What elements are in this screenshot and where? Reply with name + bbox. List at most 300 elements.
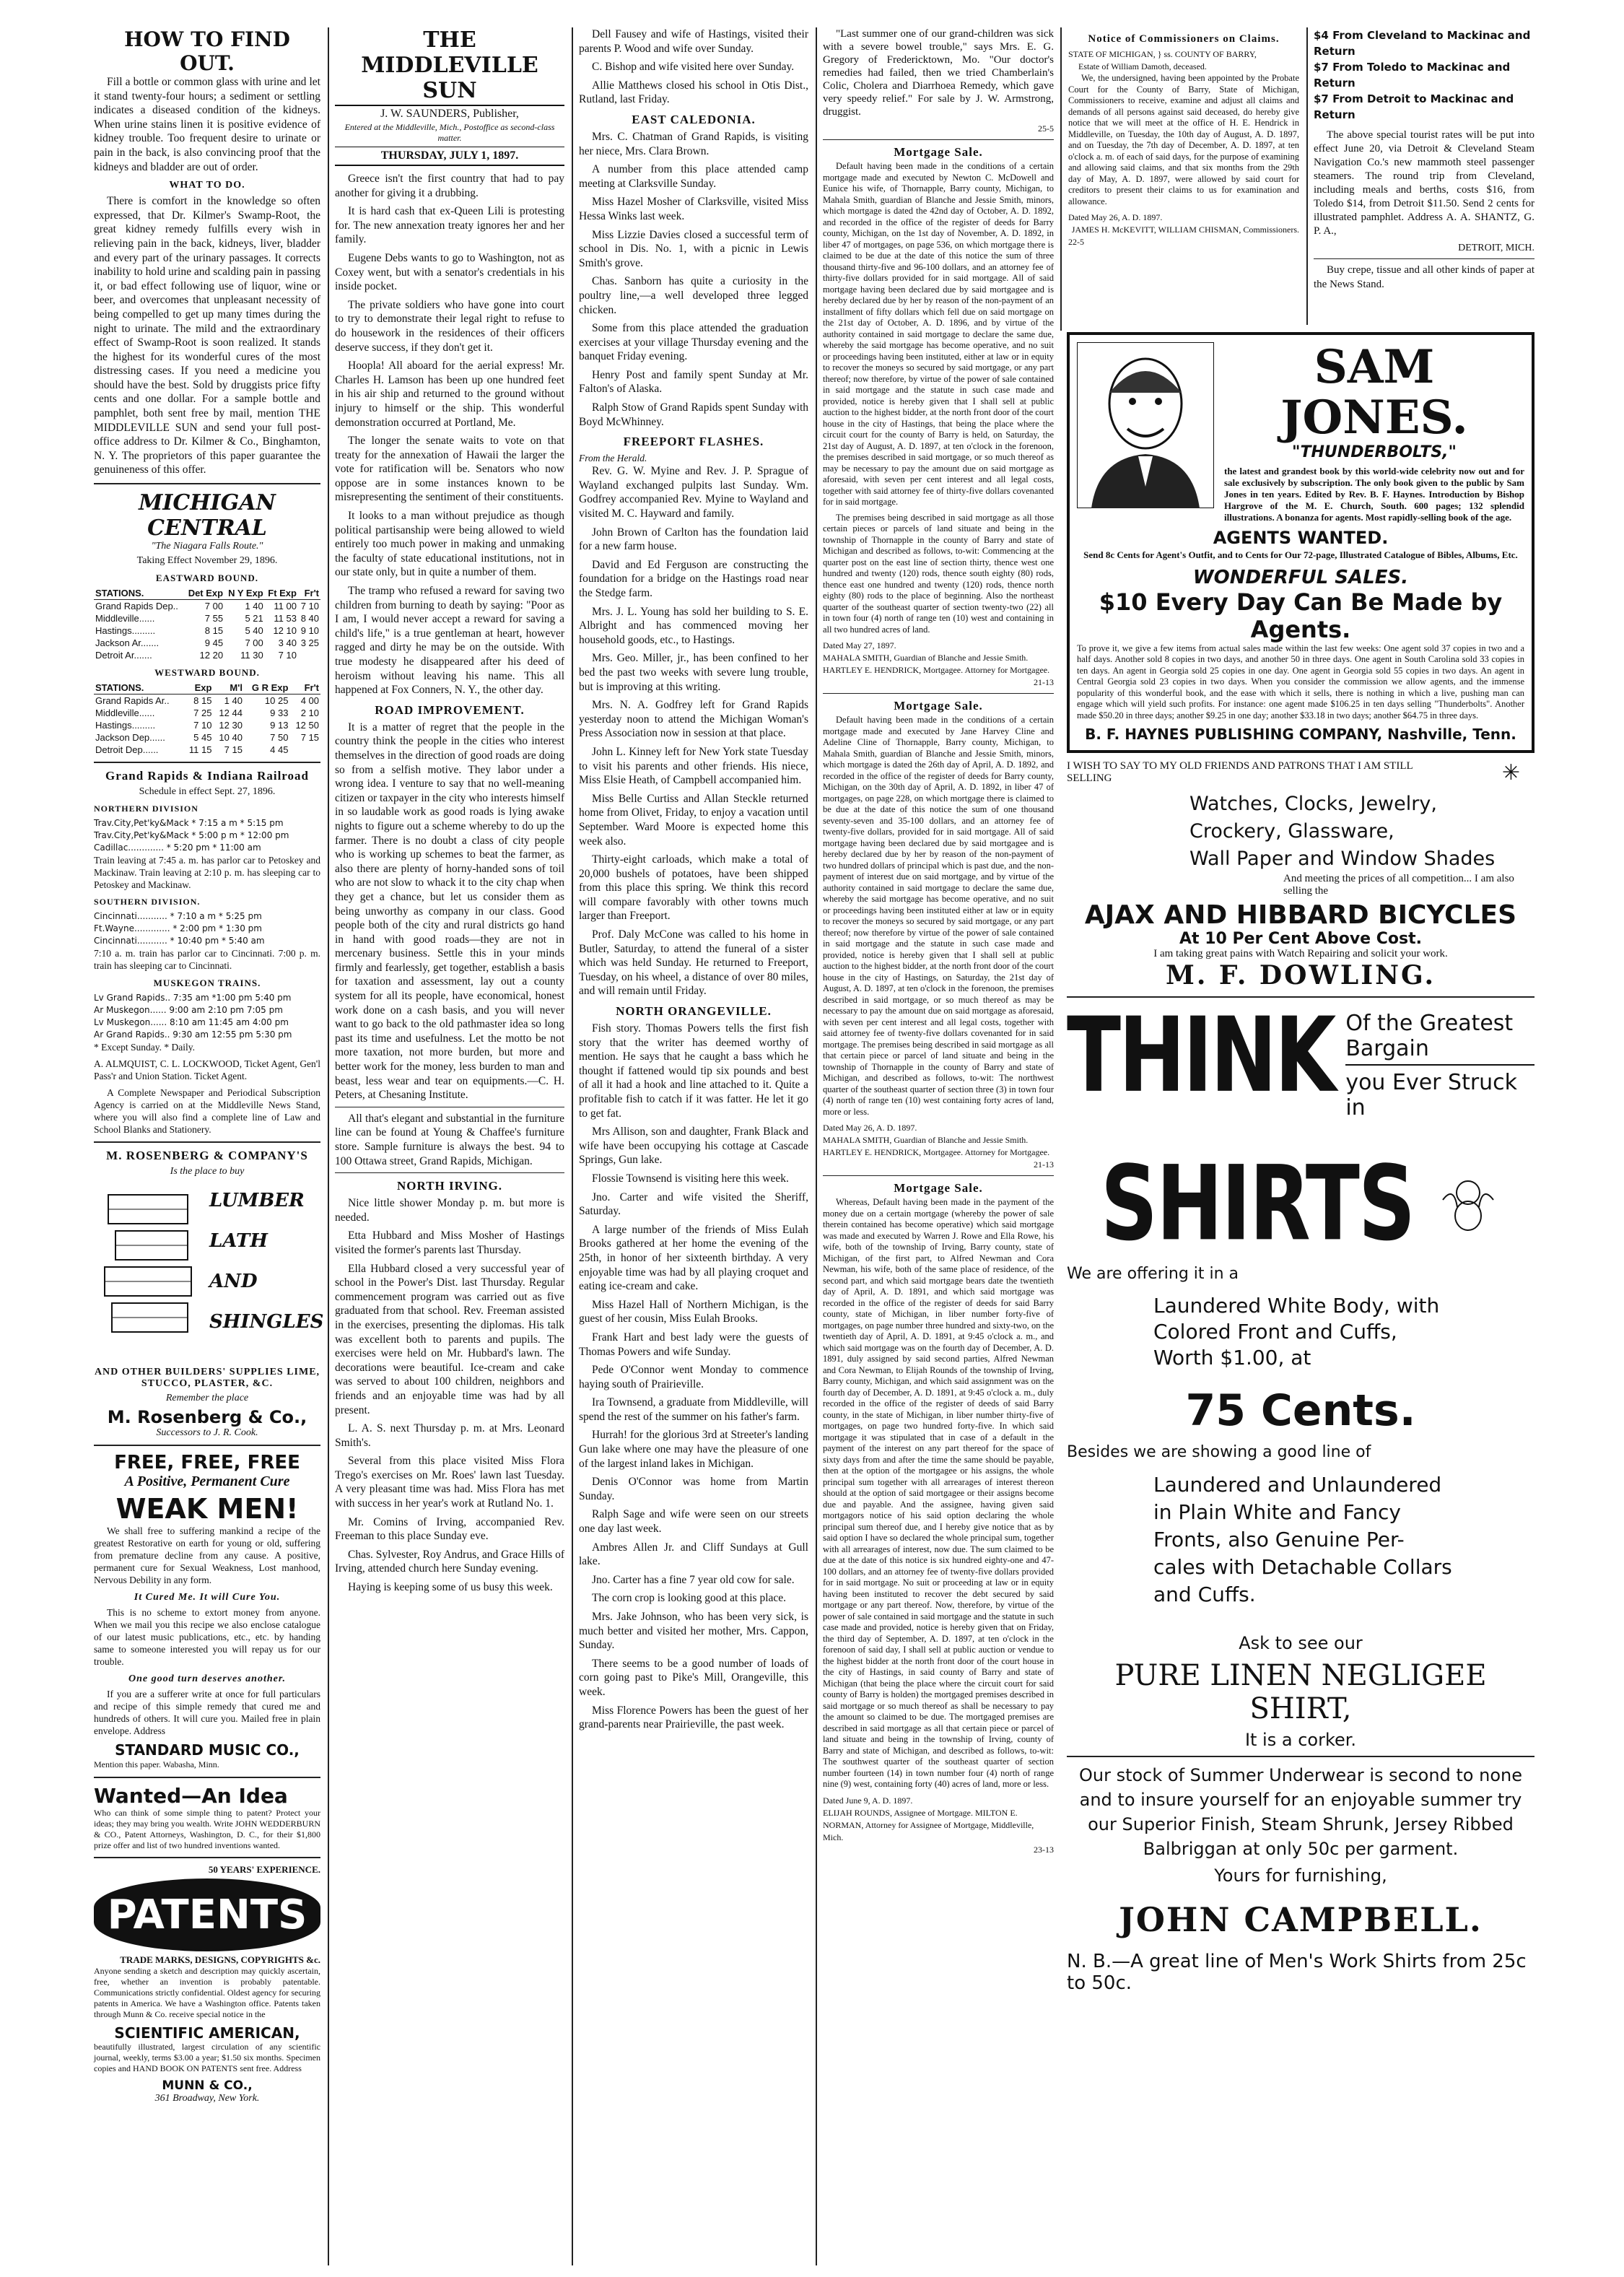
howto-paragraph: There is comfort in the knowledge so often expressed, that Dr. Kilmer's Swamp-Root, the great kidney remedy fulfills every wish in relieving pain in the back, kidneys, liver, bladder and every part of the urinary passages. It corrects inability to hold urine and scalding pain in passing it, or bad effect following use of liquor, wine or beer, and overcomes that unpleasant necessity of being compelled to get up many times during the night to urinate. The mild and the extraordinary effect of Swamp-Root is soon realized. It stands the highest for its wonderful cures of the most distressing cases. If you need a medicine you should have the best. Sold by druggists price fifty cents and one dollar. For a sample bottle and pamphlet, both sent free by mail, mention THE MIDDLEVILLE SUN and send your full post-office address to Dr. Kilmer & Co., Binghamton, N. Y. The proprietors of this paper guarantee the genuineness of this offer. bbox=[94, 195, 320, 476]
gri-south-head: SOUTHERN DIVISION. bbox=[94, 897, 201, 907]
gri-title: Grand Rapids & Indiana Railroad bbox=[105, 769, 309, 783]
weak-men-paragraph: We shall free to suffering mankind a recipe of the greatest Restorative on earth for young or old, suffering from premature decline from any cause. A positive, permanent cure for Sexual Weakness, Lost manhood, Nervous Debility in any form. bbox=[94, 1525, 320, 1586]
table-cell: 8 15 bbox=[193, 695, 212, 707]
think-headline: THINK bbox=[1067, 995, 1335, 1115]
table-cell: 4 00 bbox=[300, 695, 319, 707]
masthead: THE MIDDLEVILLE SUN bbox=[335, 27, 564, 106]
table-cell: 5 40 bbox=[245, 625, 263, 637]
news-paragraph: Denis O'Connor was home from Martin Sunday. bbox=[579, 1476, 808, 1502]
table-row bbox=[94, 600, 320, 613]
product-word: SHINGLES bbox=[209, 1311, 324, 1333]
schedule-line: Cadillac............. * 5:20 pm * 11:00 am bbox=[94, 843, 261, 853]
column-rule bbox=[1306, 27, 1308, 325]
muskegon-note: * Except Sunday. * Daily. bbox=[94, 1042, 195, 1053]
table-cell: 3 25 bbox=[300, 637, 319, 649]
mortgage-sale-title: Mortgage Sale. bbox=[894, 145, 983, 159]
table-cell: Jackson Ar....... bbox=[95, 637, 160, 649]
table-cell: Detroit Ar....... bbox=[95, 650, 152, 661]
haynes-publisher: B. F. HAYNES PUBLISHING COMPANY, Nashville, Tenn. bbox=[1085, 726, 1516, 744]
cherub-icon bbox=[1436, 1171, 1501, 1236]
ticket-agents: A. ALMQUIST, C. L. LOCKWOOD, Ticket Agent, Gen'l Pass'r and Union Station. Ticket Agent. bbox=[94, 1058, 320, 1082]
news-paragraph: David and Ed Ferguson are constructing the foundation for a bridge on the Hastings road near the Stedge farm. bbox=[579, 558, 808, 599]
weak-men-paragraph: If you are a sufferer write at once for full particulars and recipe of this simple remedy that cured me and hundreds of others. It will cure you. Mailed free in plain envelope. Address bbox=[94, 1689, 320, 1737]
timetable-header-cell: Ft Exp bbox=[265, 587, 298, 600]
greatest-bargain: Of the Greatest Bargain bbox=[1345, 1011, 1534, 1066]
mortgage-sale-title: Mortgage Sale. bbox=[894, 699, 983, 713]
table-cell: 7 25 bbox=[193, 708, 212, 719]
product-word: LATH bbox=[209, 1230, 268, 1253]
news-paragraph: There seems to be a good number of loads of corn going past to Pike's Mill, Orangeville, this week. bbox=[579, 1657, 808, 1698]
freeport-paragraphs bbox=[579, 464, 808, 998]
trade-marks: TRADE MARKS, DESIGNS, COPYRIGHTS &c. bbox=[120, 1954, 320, 1966]
table-cell: Grand Rapids Dep.. bbox=[95, 601, 178, 612]
road-improvement-paragraph: It is a matter of regret that the people in the country think the people in the cities who interest themselves in the direction of good roads are doing so from a selfish motive. They labor under a wrong idea. I venture to say that no well-meaning citizen or taxpayer in the city who interests himself in so laudable work as good roads is lying awake nights to figure out a scheme whereby to do up the farmer. There is no doubt a class of city people who is working up schemes to beat the farmer, as also there are plenty of horny-handed sons of toil who are not slow to whack it to the city chap when they get a chance, but let us consider them as being unworthy as company in our class. Good people both of the city and rural districts go hand in hand with good roads—they are not in mercenary business. Settle this in your minds firmly and fearlessly, get together, establish a basis for taxation and assessment, lay out a county system for all its people, have economical, honest work done on a cash basis, and you will never want to go back to the old pathmaster idea so long past its time and usefulness. Let the motto be not more taxation, not more burden, but more and better work for the money, less burden to man and beast, less wear and tear on equipments.—C. H. Peters, at Chesaning Institute. bbox=[335, 720, 564, 1102]
corker-line: It is a corker. bbox=[1244, 1730, 1357, 1751]
shirt-line bbox=[1153, 1471, 1534, 1608]
news-paragraph: Jno. Carter and wife visited the Sheriff, Saturday. bbox=[579, 1190, 808, 1218]
news-paragraph: Henry Post and family spent Sunday at Mr. Falton's of Alaska. bbox=[579, 368, 808, 396]
news-paragraph: Mrs Allison, son and daughter, Frank Black and wife have been occupying his cottage at Cascade Springs, Gun lake. bbox=[579, 1126, 808, 1167]
table-cell: 7 10 bbox=[193, 720, 212, 731]
table-cell: 9 33 bbox=[270, 708, 289, 719]
scientific-american: SCIENTIFIC AMERICAN, bbox=[114, 2024, 300, 2042]
table-cell: 12 44 bbox=[219, 708, 243, 719]
product-line: cales with Detachable Collars bbox=[1153, 1555, 1452, 1580]
table-cell: 12 30 bbox=[219, 720, 243, 731]
column-3 bbox=[575, 27, 813, 2265]
table-cell: Hastings......... bbox=[95, 625, 156, 637]
news-paragraph: Mrs. Geo. Miller, jr., has been confined to her bed the past two weeks with severe lung trouble, but is improving at this writing. bbox=[579, 652, 808, 693]
ads-area bbox=[1062, 329, 1539, 2271]
schedule-line: Lv Muskegon...... 8:10 am 11:45 am 4:00 pm bbox=[94, 1017, 289, 1028]
news-paragraph: Ambres Allen Jr. and Cliff Sundays at Gull lake. bbox=[579, 1541, 808, 1568]
muskegon-rows bbox=[94, 992, 320, 1041]
howto-paragraph: Fill a bottle or common glass with urine and let it stand twenty-four hours; a sediment or settling indicates a diseased condition of the kidneys. When urine stains linen it is positive evidence of kidney trouble. Too frequent desire to urinate or pain in the back, is also convincing proof that the kidneys and bladder are out of order. bbox=[94, 76, 320, 173]
column-5-top bbox=[1064, 27, 1304, 325]
table-cell: Middleville...... bbox=[95, 708, 155, 719]
mortgage-sale-title: Mortgage Sale. bbox=[894, 1181, 983, 1195]
divider bbox=[823, 693, 1054, 694]
table-cell: 2 10 bbox=[300, 708, 319, 719]
table-row bbox=[94, 695, 320, 708]
news-paragraph: Mr. Comins of Irving, accompanied Rev. Freeman to this place Sunday eve. bbox=[335, 1515, 564, 1543]
north-orangeville-paragraphs bbox=[579, 1022, 808, 1732]
schedule-line: Lv Grand Rapids.. 7:35 am *1:00 pm 5:40 pm bbox=[94, 993, 292, 1003]
table-cell: 7 15 bbox=[300, 732, 319, 744]
column-6-top bbox=[1309, 27, 1539, 325]
timetable-header-cell: STATIONS. bbox=[94, 682, 183, 695]
eastward-head: EASTWARD BOUND. bbox=[155, 572, 259, 584]
rosenberg-successors: Successors to J. R. Cook. bbox=[156, 1427, 258, 1439]
news-paragraph: Greece isn't the first country that had to pay another for giving it a drubbing. bbox=[335, 173, 564, 199]
gri-north-rows bbox=[94, 817, 320, 854]
table-cell: 7 55 bbox=[204, 613, 224, 624]
commissioners-title: Notice of Commissioners on Claims. bbox=[1088, 33, 1280, 45]
table-cell: 11 15 bbox=[188, 744, 212, 756]
table-cell: 1 40 bbox=[224, 695, 243, 707]
testimonial: "Last summer one of our grand-children was sick with a severe bowel trouble," says Mrs. E. G. Gregory of Fredericktown, Mo. "Our doctor's remedies had failed, then we tried Chamberlain's Colic, Cholera and Diarrhoea Remedy, which gave very speedy relief." For sale by J. W. Armstrong, druggist. bbox=[823, 28, 1054, 118]
news-paragraph: A large number of the friends of Miss Eulah Brooks gathered at her home the evening of the 25th, in honor of her sixteenth birthday. A very enjoyable time was had by all playing croquet and eating ice-cream and cake. bbox=[579, 1223, 808, 1293]
news-paragraph: Chas. Sanborn has quite a curiosity in the poultry line,—a well developed three legged chicken. bbox=[579, 275, 808, 316]
dowling-name: M. F. DOWLING. bbox=[1166, 960, 1436, 991]
patents-paragraph: Anyone sending a sketch and description may quickly ascertain, free, whether an invention is probably patentable. Communications strictly confidential. Oldest agency for securing patents in America. We have a Washington office. Patents taken through Munn & Co. receive special notice in the bbox=[94, 1966, 320, 2020]
fare-paragraph: The above special tourist rates will be put into effect June 20, via Detroit & Cleveland Steam Navigation Co.'s new mammoth steel passenger steamers. The round trip from Cleveland, including meals and berths, costs $16, from Toledo $14, from Detroit $11.50. Send 2 cents for illustrated pamphlet. Address A. A. SHANTZ, G. P. A., bbox=[1314, 129, 1534, 237]
mortgage-sale-number: 21-13 bbox=[1034, 1159, 1054, 1170]
news-paragraph: Ralph Sage and wife were seen on our streets one day last week. bbox=[579, 1508, 808, 1536]
news-paragraph: Dell Fausey and wife of Hastings, visited their parents P. Wood and wife over Sunday. bbox=[579, 28, 808, 55]
news-stand-notice: A Complete Newspaper and Periodical Subscription Agency is carried on at the Middleville News Stand, where you will also find a complete line of Law and School Blanks and Stationery. bbox=[94, 1087, 320, 1136]
news-paragraph: Miss Hazel Mosher of Clarksville, visited Miss Hessa Winks last week. bbox=[579, 196, 808, 222]
eastward-timetable bbox=[94, 587, 320, 661]
commissioners-estate: Estate of William Damoth, deceased. bbox=[1078, 61, 1207, 71]
news-paragraph: Miss Belle Curtiss and Allan Steckle returned home from Olivet, Friday, to enjoy a vacation until September. Ward Moore is expected home this week also. bbox=[579, 792, 808, 848]
rosenberg-remember: Remember the place bbox=[165, 1393, 249, 1404]
timetable-header-cell: N Y Exp bbox=[224, 587, 265, 600]
product-line: Fronts, also Genuine Per- bbox=[1153, 1528, 1405, 1552]
patents-badge bbox=[94, 1878, 320, 1951]
entered-notice: Entered at the Middleville, Mich., Postoffice as second-class matter. bbox=[344, 122, 555, 143]
divider bbox=[94, 762, 320, 763]
table-cell: 7 15 bbox=[224, 744, 243, 756]
divider bbox=[94, 483, 320, 484]
mortgage-sale-date: Dated May 27, 1897. bbox=[823, 640, 896, 650]
agents-wanted: AGENTS WANTED. bbox=[1213, 528, 1389, 548]
news-paragraph: Some from this place attended the graduation exercises at your village Thursday evening and the banquet Friday evening. bbox=[579, 322, 808, 363]
weak-men-paragraph: This is no scheme to extort money from anyone. When we mail you this recipe we also enclose catalogue of our latest music publications, etc., etc. by handing same to someone interested you will repay us for our trouble. bbox=[94, 1607, 320, 1668]
table-cell: 5 21 bbox=[245, 613, 263, 624]
westward-timetable bbox=[94, 682, 320, 756]
news-paragraph: Mrs. J. L. Young has sold her building to S. E. Albright and has commenced moving her household goods, etc., to Hastings. bbox=[579, 605, 808, 646]
table-cell: Detroit Dep...... bbox=[95, 744, 159, 756]
laundered-body bbox=[1153, 1293, 1534, 1371]
furniture-notice: All that's elegant and substantial in the furniture line can be found at Young & Chaffee's furniture store. Sample furniture is always the best. 94 to 100 Ottawa street, Grand Rapids, Michigan. bbox=[335, 1112, 564, 1167]
rosenberg-title: M. ROSENBERG & COMPANY'S bbox=[106, 1149, 308, 1163]
divider bbox=[823, 1175, 1054, 1176]
ever-struck: you Ever Struck in bbox=[1345, 1070, 1518, 1121]
news-paragraph: It is hard cash that ex-Queen Lili is protesting for. The new annexation treaty ignores her and her family. bbox=[335, 205, 564, 246]
fare-line: $7 From Toledo to Mackinac and Return bbox=[1314, 61, 1511, 90]
scientific-paragraph: beautifully illustrated, largest circulation of any scientific journal, weekly, terms $3.00 a year; $1.50 six months. Specimen copies and HAND BOOK ON PATENTS sent free. Address bbox=[94, 2042, 320, 2074]
product-line: Laundered White Body, with bbox=[1153, 1294, 1440, 1318]
table-cell: 11 30 bbox=[240, 650, 263, 661]
cured-line: It Cured Me. It will Cure You. bbox=[134, 1592, 281, 1603]
portrait-icon bbox=[1077, 342, 1214, 508]
table-cell: 7 10 bbox=[300, 601, 319, 612]
column-4 bbox=[818, 27, 1058, 2265]
news-paragraph: Miss Hazel Hall of Northern Michigan, is the guest of her cousin, Miss Eulah Brooks. bbox=[579, 1298, 808, 1325]
schedule-line: Ft.Wayne............. * 2:00 pm * 1:30 pm bbox=[94, 923, 262, 934]
news-paragraph: Miss Florence Powers has been the guest of her grand-parents near Prairieville, the past week. bbox=[579, 1704, 808, 1731]
table-cell: Middleville...... bbox=[95, 613, 155, 624]
timetable-header-cell: M'l bbox=[213, 682, 244, 695]
dowling-products bbox=[1189, 791, 1534, 873]
weak-men-headline: WEAK MEN! bbox=[115, 1493, 299, 1525]
wanted-paragraph: Who can think of some simple thing to patent? Protect your ideas; they may bring you wealth. Write JOHN WEDDERBURN & CO., Patent Attorneys, Washington, D. C., for their $1,800 prize offer and list of two hundred inventions wanted. bbox=[94, 1808, 320, 1851]
timetable-header-cell: Fr't bbox=[298, 587, 320, 600]
dowling-ad bbox=[1067, 760, 1534, 991]
news-paragraph: Fish story. Thomas Powers tells the first fish story that the writer has deemed worthy of mention. He says that he caught a bass which he thought if fattened would tip six pounds and best of all it had a hook and line attached to it. Quite a profitable fish to catch if it was fatter. He let it go to get fat. bbox=[579, 1022, 808, 1120]
news-paragraph: The corn crop is looking good at this place. bbox=[592, 1592, 787, 1605]
table-row bbox=[94, 744, 320, 756]
news-paragraph: Ira Townsend, a graduate from Middleville, will spend the rest of the summer on his father's farm. bbox=[579, 1396, 808, 1423]
standard-music: STANDARD MUSIC CO., bbox=[115, 1741, 300, 1759]
news-paragraph: Several from this place visited Miss Flora Trego's exercises on Mr. Roes' lawn last Tuesday. A very pleasant time was had. Miss Flora has met with success in her year's work at Rutland No. 1. bbox=[335, 1455, 564, 1510]
schedule-line: Cincinnati........... * 7:10 a m * 5:25 pm bbox=[94, 911, 262, 922]
rosenberg-illustration bbox=[94, 1180, 324, 1361]
divider bbox=[335, 1172, 564, 1173]
news-paragraph: Thirty-eight carloads, which make a total of 20,000 bushels of potatoes, have been shipped from this place this spring. We think this record will compare favorably with other towns much larger than Freeport. bbox=[579, 853, 808, 923]
news-paragraph: Flossie Townsend is visiting here this week. bbox=[592, 1172, 789, 1185]
fare-line: $7 From Detroit to Mackinac and Return bbox=[1314, 92, 1514, 121]
news-paragraph: Etta Hubbard and Miss Mosher of Hastings visited the former's parents last Thursday. bbox=[335, 1229, 564, 1256]
michigan-central-effect: Taking Effect November 29, 1896. bbox=[136, 555, 278, 567]
wanted-headline: Wanted—An Idea bbox=[94, 1784, 288, 1808]
news-paragraph: Miss Lizzie Davies closed a successful term of school in Dis. No. 1, with a picnic in Lewis Smith's grove. bbox=[579, 228, 808, 269]
table-cell: 12 10 bbox=[273, 625, 297, 637]
table-cell: 3 40 bbox=[278, 637, 297, 649]
news-paragraph: It looks to a man without prejudice as though political partisanship were being allowed to wield entirely too much power in making and unmaking the faculty of state educational institutions, not in our state only, but in quite a number of them. bbox=[335, 510, 564, 579]
table-cell: 7 10 bbox=[278, 650, 297, 661]
column-1 bbox=[90, 27, 325, 2265]
news-paragraph: C. Bishop and wife visited here over Sunday. bbox=[592, 61, 795, 74]
product-line: Crockery, Glassware, bbox=[1189, 820, 1394, 843]
mortgage-sale-number: 21-13 bbox=[1034, 677, 1054, 687]
commissioners-state: STATE OF MICHIGAN, } ss. COUNTY OF BARRY, bbox=[1068, 49, 1257, 59]
issue-date: THURSDAY, JULY 1, 1897. bbox=[335, 147, 564, 166]
rosenberg-place: Is the place to buy bbox=[170, 1166, 245, 1177]
table-cell: Jackson Dep...... bbox=[95, 732, 165, 744]
product-line: Wall Paper and Window Shades bbox=[1189, 848, 1496, 871]
positive-cure: A Positive, Permanent Cure bbox=[124, 1473, 290, 1490]
column-rule bbox=[816, 27, 817, 2265]
schedule-line: Cincinnati........... * 10:40 pm * 5:40 am bbox=[94, 936, 265, 946]
timetable-header-cell: Det Exp bbox=[185, 587, 224, 600]
product-line: Watches, Clocks, Jewelry, bbox=[1189, 793, 1437, 816]
product-line: in Plain White and Fancy bbox=[1153, 1500, 1401, 1525]
gri-schedule: Schedule in effect Sept. 27, 1896. bbox=[139, 786, 276, 798]
testimonial-number: 25-5 bbox=[1038, 123, 1054, 134]
schedule-line: Ar Muskegon...... 9:00 am 2:10 pm 7:05 pm bbox=[94, 1005, 283, 1016]
product-line: Laundered and Unlaundered bbox=[1153, 1473, 1442, 1497]
table-cell: Hastings......... bbox=[95, 720, 156, 731]
mortgage-sale-date: Dated May 26, A. D. 1897. bbox=[823, 1123, 917, 1133]
table-cell: 12 50 bbox=[295, 720, 319, 731]
news-paragraph: L. A. S. next Thursday p. m. at Mrs. Leonard Smith's. bbox=[335, 1422, 564, 1449]
rosenberg-other: AND OTHER BUILDERS' SUPPLIES LIME, STUCCO, PLASTER, &C. bbox=[94, 1367, 320, 1390]
timetable-header-cell: Exp bbox=[183, 682, 213, 695]
table-cell: 9 13 bbox=[270, 720, 289, 731]
dowling-wish: I WISH TO SAY TO MY OLD FRIENDS AND PATRONS THAT I AM STILL SELLING bbox=[1067, 760, 1413, 785]
news-paragraph: John L. Kinney left for New York state Tuesday to visit his parents and other friends. His niece, Miss Elsie Heath, of Campbell accompanied him. bbox=[579, 745, 808, 787]
news-paragraph: Nice little shower Monday p. m. but more is needed. bbox=[335, 1197, 564, 1224]
freeport-title: FREEPORT FLASHES. bbox=[623, 435, 764, 449]
watch-repairing: I am taking great pains with Watch Repairing and solicit your work. bbox=[1153, 948, 1448, 960]
news-paragraphs bbox=[579, 27, 808, 107]
table-cell: Grand Rapids Ar.. bbox=[95, 695, 170, 707]
standard-music-address: Mention this paper. Wabasha, Minn. bbox=[94, 1759, 219, 1770]
offering-line: We are offering it in a bbox=[1067, 1265, 1239, 1284]
news-paragraph: Prof. Daly McCone was called to his home in Butler, Saturday, to attend the funeral of a sister which was held Sunday. He returned to Freeport, Tuesday, on his wheel, a distance of over 80 miles, and will remain until Friday. bbox=[579, 928, 808, 998]
timetable-header-cell: G R Exp bbox=[244, 682, 290, 695]
publisher: J. W. SAUNDERS, Publisher, bbox=[380, 108, 519, 120]
table-cell: 7 50 bbox=[270, 732, 289, 744]
yours-line: Yours for furnishing, bbox=[1214, 1865, 1387, 1886]
free-headline: FREE, FREE, FREE bbox=[114, 1452, 300, 1474]
table-cell: 1 40 bbox=[245, 601, 263, 612]
wonderful-sales: WONDERFUL SALES. bbox=[1192, 566, 1409, 588]
news-paragraph: Jno. Carter has a fine 7 year old cow for sale. bbox=[592, 1573, 795, 1586]
sam-jones-paragraph: the latest and grandest book by this world-wide celebrity now out and for sale exclusively by subscription. The only book given to the public by Sam Jones in ten years. Edited by Rev. B. F. Haynes. Introduction by Bishop Hargrove of the M. E. Church, South. 600 pages; 132 splendid illustrations. A bonanza for agents. Most rapidly-selling book of the age. bbox=[1224, 466, 1524, 523]
commissioners-text: We, the undersigned, having been appointed by the Probate Court for the County of Barry, State of Michigan, Commissioners to receive, examine and adjust all claims and demands of all persons against said deceased, do hereby give notice that we will meet at the office of H. E. Hendrick in Middleville, on Tuesday, the 10th day of August, A. D. 1897, and on Tuesday, the 7th day of December, A. D. 1897, at ten o'clock a. m. of each of said days, for the purpose of examining and allowing said claims, and that six months from the 29th day of May, A. D. 1897, were allowed by said court for creditors to present their claims to us for examination and allowance. bbox=[1068, 73, 1299, 206]
news-paragraph: Eugene Debs wants to go to Washington, not as Coxey went, but with a senator's credentials in his inside pocket. bbox=[335, 251, 564, 293]
shirts-headline: SHIRTS bbox=[1100, 1143, 1415, 1264]
freeport-source: From the Herald. bbox=[579, 453, 647, 464]
schedule-line: Trav.City,Pet'ky&Mack * 7:15 a m * 5:15 pm bbox=[94, 818, 284, 829]
news-paragraph: Mrs. C. Chatman of Grand Rapids, is visiting her niece, Mrs. Clara Brown. bbox=[579, 130, 808, 157]
product-line: Worth $1.00, at bbox=[1153, 1346, 1311, 1370]
mortgage-sale-text: Default having been made in the conditions of a certain mortgage made and executed by Jane Harvey Cline and Adeline Cline of Thornapple, Barry county, Michigan, to Mahala Smith, guardian of Blanche and Jessie Smith, minors, which mortgage is dated the 26th day of April, A. D. 1892, and recorded in the office of the register of deeds for Barry county, Michigan, on the 30th day of April, A. D. 1892, in liber 47 of mortgages, on page 228, on which mortgage there is claimed to be due at the date of this notice the sum of one thousand seventy-seven and 35-100 dollars, and an attorney fee of twenty-five dollars, provided for in said mortgage. All of said mortgage having been declared due by said mortgagee and is hereby declared due by her by reason of the non-payment of two hundred dollars of principal which is past due, and the non-payment of interest due on said mortgage, and by virtue of the authority contained in said mortgage to declare the same due, whereby the said mortgage has become operative, and no suit or proceedings having been instituted either at law or in equity to recover the moneys so secured by said mortgage, or any part thereof; now therefore by virtue of the power of sale contained in said mortgage and the statute in such case made and provided, notice is hereby given that I shall sell at public auction to the highest bidder, at the north front door of the court house in the city of Hastings, on Saturday, the 21st day of August, A. D. 1897, at ten o'clock in the forenoon, the premises described in said mortgage, or so much thereof as may be necessary to pay the amount due on said mortgage as aforesaid, with seven per cent interest and all legal costs, together with said attorney fee of twenty-five dollars covenanted for in said mortgage. The premises being described in said mortgage as all that certain piece or parcel of land situate and being in the township of Thornapple in the county of Barry and state of Michigan, and described as follows, to-wit: The northwest quarter of the southeast quarter of section three (3) in town four (4) north of range ten (10) west containing forty acres of land, more or less. bbox=[823, 715, 1054, 1117]
campbell-ad bbox=[1067, 995, 1534, 1995]
gri-north-head: NORTHERN DIVISION bbox=[94, 804, 198, 814]
table-cell: 7 00 bbox=[245, 637, 263, 649]
news-paragraph: The longer the senate waits to vote on that treaty for the annexation of Hawaii the larger the vote for ratification will be. Senators who now oppose are in some instances known to be misrepresenting the sentiment of their constituents. bbox=[335, 435, 564, 504]
column-rule bbox=[328, 27, 329, 2265]
table-cell: 10 25 bbox=[264, 695, 289, 707]
schedule-line: Ar Grand Rapids.. 9:30 am 12:55 pm 5:30 pm bbox=[94, 1029, 292, 1040]
price-headline: 75 Cents. bbox=[1185, 1385, 1416, 1437]
gri-south-rows bbox=[94, 910, 320, 947]
wanted-ad bbox=[94, 1784, 320, 1808]
sam-jones-ad bbox=[1067, 332, 1534, 753]
negligee-shirt: PURE LINEN NEGLIGEE SHIRT, bbox=[1114, 1659, 1487, 1726]
table-cell: 11 00 bbox=[274, 601, 297, 612]
underwear-paragraph: Our stock of Summer Underwear is second to none and to insure yourself for an enjoyable summer try our Superior Finish, Steam Shrunk, Jersey Ribbed Balbriggan at only 50c per garment. bbox=[1078, 1765, 1522, 1860]
table-cell: 5 45 bbox=[193, 732, 212, 744]
table-row bbox=[94, 731, 320, 744]
timetable-header-cell: STATIONS. bbox=[94, 587, 185, 600]
dowling-meeting: And meeting the prices of all competition... I am also selling the bbox=[1283, 873, 1514, 897]
north-irving-paragraphs bbox=[335, 1196, 564, 1594]
table-cell: 10 40 bbox=[219, 732, 243, 744]
sam-jones-name: SAM JONES. bbox=[1280, 340, 1468, 445]
muskegon-title: MUSKEGON TRAINS. bbox=[153, 978, 261, 989]
east-caledonia-paragraphs bbox=[579, 130, 808, 429]
agents-outfit: Send 8c Cents for Agent's Outfit, and to Cents for Our 72-page, Illustrated Catalogue of Bibles, Albums, Etc. bbox=[1083, 549, 1518, 560]
table-row bbox=[94, 649, 320, 661]
table-cell: 4 45 bbox=[270, 744, 289, 756]
news-paragraph: Ella Hubbard closed a very successful year of school in the Power's Dist. last Thursday. Regular commencement program was carried out as five graduated from that school. Rev. Freeman assisted in the exercises, presenting the diplomas. His talk was excellent both to parents and pupils. The exercises were held on Mr. Hubbard's lawn. The decorations were beautiful. Ice-cream and cake was served to about 100 children, neighbors and friends and an enjoyable time was had by all present. bbox=[335, 1262, 564, 1416]
news-paragraph: Pede O'Connor went Monday to commence haying south of Prairieville. bbox=[579, 1364, 808, 1390]
howto-subhead: WHAT TO DO. bbox=[169, 180, 245, 191]
product-line: and Cuffs. bbox=[1153, 1582, 1256, 1607]
news-paragraph: Allie Matthews closed his school in Otis Dist., Rutland, last Friday. bbox=[579, 79, 808, 106]
table-row bbox=[94, 637, 320, 649]
bicycles-headline: AJAX AND HIBBARD BICYCLES bbox=[1084, 900, 1517, 931]
news-paragraph: The private soldiers who have gone into court to try to demonstrate their legal right to refuse to do housework in the residences of their officers deserve success, if they don't get it. bbox=[335, 298, 564, 354]
westward-head: WESTWARD BOUND. bbox=[154, 667, 260, 679]
sam-jones-subtitle: "THUNDERBOLTS," bbox=[1292, 443, 1457, 461]
product-line: Colored Front and Cuffs, bbox=[1153, 1320, 1397, 1344]
news-paragraph: John Brown of Carlton has the foundation laid for a new farm house. bbox=[579, 526, 808, 553]
munn-name: MUNN & CO., bbox=[162, 2078, 253, 2094]
ornament-icon: ✳ bbox=[1501, 761, 1520, 785]
news-paragraph: A number from this place attended camp meeting at Clarksville Sunday. bbox=[579, 163, 808, 190]
editorial-paragraphs bbox=[335, 172, 564, 697]
table-cell bbox=[298, 649, 320, 661]
table-cell: 8 15 bbox=[204, 625, 224, 637]
news-paragraph: The tramp who refused a reward for saving two children from burning to death by saying: "Poor as I am, I would never accept a reward for saving a child's life," is a true gentleman at heart, however ragged and dirty he may be on the outside. With true modesty he disappeared after his deed of heroism without leaving his name. This all happened at Fox Conners, N. Y., the other day. bbox=[335, 585, 564, 697]
news-paragraph: Rev. G. W. Myine and Rev. J. P. Sprague of Wayland exchanged pulpits last Sunday. Wm. Godfrey accompanied Rev. Myine to Wayland and visited M. C. Hayward and family. bbox=[579, 465, 808, 521]
news-paragraph: Mrs. Jake Johnson, who has been very sick, is much better and visited her mother, Mrs. Cappon, Sunday. bbox=[579, 1611, 808, 1652]
ask-to-see: Ask to see our bbox=[1239, 1633, 1363, 1654]
news-paragraph: Hurrah! for the glorious 3rd at Streeter's landing Gun lake where one may have the pleasure of one of the largest inland lakes in Michigan. bbox=[579, 1429, 808, 1470]
timetable-header bbox=[94, 587, 320, 600]
michigan-central-subtitle: "The Niagara Falls Route." bbox=[151, 541, 263, 552]
table-cell: 11 53 bbox=[274, 613, 297, 624]
column-rule bbox=[1060, 27, 1062, 331]
news-paragraph: Hoopla! All aboard for the aerial express! Mr. Charles H. Lamson has been up one hundred feet in his air ship and returned to the ground without injury to himself or the ship. This wonderful demonstration occurred at Portland, Me. bbox=[335, 360, 564, 429]
table-cell: 9 45 bbox=[204, 637, 224, 649]
mortgage-sale-text: Whereas, Default having been made in the payment of the money due on a certain mortgage (whereby the power of sale therein contained has become operative) which said mortgage was made and executed by Warren J. Rowe and Ella Rowe, his wife, both of the township of Irving, Barry county, state of Michigan, of the first part, to Alfred Newman and Cora Newman, his wife, both of the same place of residence, of the second part, and which said mortgage bears date the twentieth day of April, A. D. 1891, and which said mortgage was recorded in the office of the register of deeds for said Barry county, state of Michigan, in liber number forty-five of mortgages, on page number three hundred and sixty-two, on the twentieth day of April, A. D. 1891, at 9:45 o'clock a. m., and which said mortgage was on the fourth day of December, A. D. 1891, duly assigned by said second parties, Alfred Newman and Cora Newman, to Elijah Rounds of the township of Irving, Barry county, Michigan, and which said assignment was on the fourth day of December, A. D. 1891, at 9:45 o'clock a. m., duly recorded in the office of the register of deeds of said Barry county, in the state of Michigan, in liber number thirty-five of mortgages, on page two hundred forty-five. In which said mortgage it was stipulated that in case of a default in the payment of the interest on any part thereof for the space of sixty days from and after the time the same should be payable, then at the option of the mortgagee or his assigns, the whole principal sum together with all arrearages of interest thereon should at the option of said mortgagee or their assigns become due and payable. And the assignee, having given said mortgagors notice of his said option declaring the whole principal sum thereof due, and I hereby give notice that as by said option I have so declared the whole principal sum, together with all arrearages of interest, now due. The sum claimed to be due at the date of this notice is six hundred eighty-one and 47-100 dollars, and an attorney fee of twenty-five dollars provided for in said mortgage. No suit or proceeding at law or in equity having been instituted to recover the debt secured by said mortgage or any part thereof. Now, therefore, by virtue of the power of sale contained in said mortgage and the statute in such case made and provided, notice is hereby given that on Friday, the third day of September, A. D. 1897, at ten o'clock in the forenoon of said day, I shall sell at public auction or vendue to the highest bidder at the north front door of the court house in the city of Hastings, in said county of Barry and state of Michigan (that being the place where the circuit court for said county of Barry is holden) the mortgaged premises described in said mortgage or so much thereof as shall be necessary to pay the amount so claimed to be due. The mortgaged premises are described in said mortgage as all that certain piece or parcel of land situate and being in the township of Irving, county of Barry and state of Michigan, and described as follows, to-wit: The southwest quarter of the southeast quarter of section number fourteen (14) in town number four (4) north of range nine (9) west, containing forty (40) acres of land, more or less. bbox=[823, 1197, 1054, 1789]
product-word: LUMBER bbox=[209, 1190, 305, 1212]
gri-north-note: Train leaving at 7:45 a. m. has parlor car to Petoskey and Mackinaw. Train leaving at 2:10 p. m. has sleeping car to Petoskey and Mackinaw. bbox=[94, 855, 320, 891]
divider bbox=[94, 1857, 320, 1858]
commissioners-signature: JAMES H. McKEVITT, WILLIAM CHISMAN, Commissioners. bbox=[1071, 225, 1299, 235]
table-cell: 12 20 bbox=[199, 650, 224, 661]
column-rule bbox=[572, 27, 573, 2265]
divider bbox=[94, 1777, 320, 1778]
mortgage-sale-signature: MAHALA SMITH, Guardian of Blanche and Jessie Smith. HARTLEY E. HENDRICK, Mortgagee. Attorney for Mortgagee. bbox=[823, 1135, 1050, 1157]
divider bbox=[94, 1445, 320, 1446]
table-cell: 7 00 bbox=[204, 601, 224, 612]
campbell-name: JOHN CAMPBELL. bbox=[1119, 1900, 1483, 1940]
howto-title: HOW TO FIND OUT. bbox=[124, 27, 290, 75]
table-row bbox=[94, 624, 320, 637]
sam-jones-proof: To prove it, we give a few items from actual sales made within the last few weeks: One agent sold 37 copies in two and a half days. Another sold 8 copies in two days, and another 50 in three days. One agent in South Carolina sold 33 copies in ten days. An agent in Georgia sold 25 copies in one day. One agent in Georgia sold 55 copies in two days. An agent in Central Georgia sold 23 copies in two days. When you consider the commission we allow agents, and the immense popularity of this wonderful book, and the ease with which it sells, there is nothing in which a live, pushing man can engage which will yield such profits. For instance: one agent made $106.25 in ten days selling "Thunderbolts". Another made $50.20 in three days; another $9.25 in one day; another $33.18 in two days; another $64.75 in three days. bbox=[1077, 643, 1524, 720]
mortgage-sale-date: Dated June 9, A. D. 1897. bbox=[823, 1795, 913, 1806]
work-shirts-note: N. B.—A great line of Men's Work Shirts from 25c to 50c. bbox=[1067, 1951, 1527, 1995]
divider bbox=[1067, 1756, 1534, 1757]
table-row bbox=[94, 707, 320, 719]
rosenberg-products bbox=[209, 1180, 323, 1342]
road-improvement-title: ROAD IMPROVEMENT. bbox=[375, 702, 525, 717]
lumber-pile-icon bbox=[94, 1180, 202, 1354]
divider bbox=[823, 139, 1054, 140]
timetable-header-cell: Fr't bbox=[289, 682, 320, 695]
column-2 bbox=[331, 27, 569, 2265]
besides-line: Besides we are showing a good line of bbox=[1067, 1443, 1371, 1462]
news-paragraph: Chas. Sylvester, Roy Andrus, and Grace Hills of Irving, attended church here Sunday evening. bbox=[335, 1548, 564, 1575]
commissioners-number: 22-5 bbox=[1068, 237, 1084, 247]
table-cell: 8 40 bbox=[300, 613, 319, 624]
timetable-header bbox=[94, 682, 320, 695]
years-experience: 50 YEARS' EXPERIENCE. bbox=[208, 1864, 320, 1876]
fare-address: DETROIT, MICH. bbox=[1458, 243, 1534, 253]
divider bbox=[94, 1141, 320, 1143]
commissioners-date: Dated May 26, A. D. 1897. bbox=[1068, 212, 1163, 222]
product-word: AND bbox=[209, 1271, 258, 1293]
table-row bbox=[94, 612, 320, 624]
news-paragraph: Haying is keeping some of us busy this week. bbox=[348, 1581, 553, 1594]
mortgage-sale-text: The premises being described in said mortgage as all those certain pieces or parcels of land situate and being in the township of Thornapple in the county of Barry and state of Michigan and described as follows, to-wit: Commencing at the quarter post on the east line of section thirty, thence west one hundred and twenty (120) rods, thence south eighty (80) rods, thence east one hundred and twenty (120) rods, thence north eighty (80) rods to the place of beginning. Also the northeast quarter of the southeast quarter of section twenty-two (22) all in town four (4) north of range ten (10) west and containing in all two hundred acres of land. bbox=[823, 512, 1054, 635]
munn-address: 361 Broadway, New York. bbox=[154, 2093, 260, 2104]
news-paragraph: Frank Hart and best lady were the guests of Thomas Powers and wife Sunday. bbox=[579, 1331, 808, 1358]
bicycles-price: At 10 Per Cent Above Cost. bbox=[1179, 930, 1422, 949]
schedule-line: Trav.City,Pet'ky&Mack * 5:00 p m * 12:00 pm bbox=[94, 830, 289, 841]
table-row bbox=[94, 719, 320, 731]
ten-dollars: $10 Every Day Can Be Made by Agents. bbox=[1099, 588, 1503, 643]
news-paragraph: Ralph Stow of Grand Rapids spent Sunday with Boyd McWhinney. bbox=[579, 401, 808, 428]
